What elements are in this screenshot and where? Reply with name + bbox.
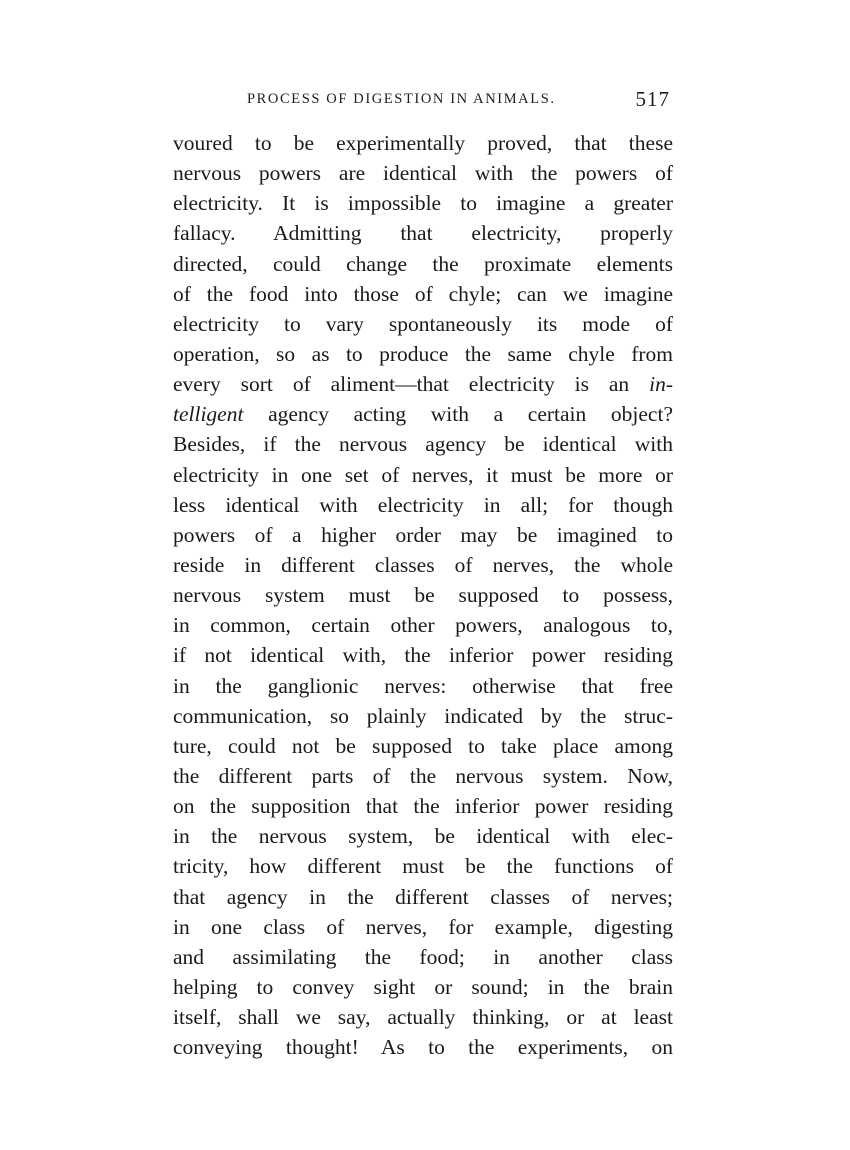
text-line: in common, certain other powers, analogous to, [173,613,673,638]
text-line: voured to be experimentally proved, that these [173,131,673,155]
text-line: electricity to vary spontaneously its mode of [173,311,673,336]
italic-fragment: in- [649,372,673,397]
text-line-with-italic [173,369,673,399]
text-line: in the nervous system, be identical with elec- [173,824,673,849]
text-line: and assimilating the food; in another class [173,944,673,969]
text-line: in the ganglionic nerves: otherwise that free [173,673,673,698]
page-number: 517 [635,87,670,111]
text-line: in one class of nerves, for example, digesting [173,914,673,939]
text-line: directed, could change the proximate elements [173,251,673,276]
text-line: fallacy. Admitting that electricity, properly [173,221,673,246]
text-line-with-italic [173,399,673,429]
text-line: electricity. It is impossible to imagine a greater [173,191,673,216]
text-line: tricity, how different must be the functions of [173,854,673,879]
text-line: nervous system must be supposed to possess, [173,583,673,608]
text-line: conveying thought! As to the experiments, on [173,1035,673,1060]
text-line: ture, could not be supposed to take place among [173,733,673,758]
running-head [175,88,670,114]
italic-fragment: telligent [173,402,244,427]
body-text [173,128,673,1062]
text-line: Besides, if the nervous agency be identical with [173,432,673,457]
text-line: communication, so plainly indicated by the struc- [173,703,673,728]
text-line: nervous powers are identical with the powers of [173,161,673,186]
running-title: PROCESS OF DIGESTION IN ANIMALS. [247,91,556,107]
text-line: that agency in the different classes of nerves; [173,884,673,909]
text-line: operation, so as to produce the same chyle from [173,341,673,366]
text-fragment: agency acting with a certain object? [243,402,673,427]
text-line: less identical with electricity in all; for though [173,492,673,517]
text-line: of the food into those of chyle; can we imagine [173,281,673,306]
text-line: powers of a higher order may be imagined to [173,522,673,547]
text-line: the different parts of the nervous system. Now, [173,763,673,788]
text-line: if not identical with, the inferior power residing [173,643,673,668]
text-fragment: every sort of aliment—that electricity is an [173,372,650,397]
text-line: helping to convey sight or sound; in the brain [173,974,673,999]
text-line: electricity in one set of nerves, it must be more or [173,462,673,487]
text-line: reside in different classes of nerves, the whole [173,552,673,577]
text-line: itself, shall we say, actually thinking, or at least [173,1005,673,1030]
text-line: on the supposition that the inferior power residing [173,794,673,819]
